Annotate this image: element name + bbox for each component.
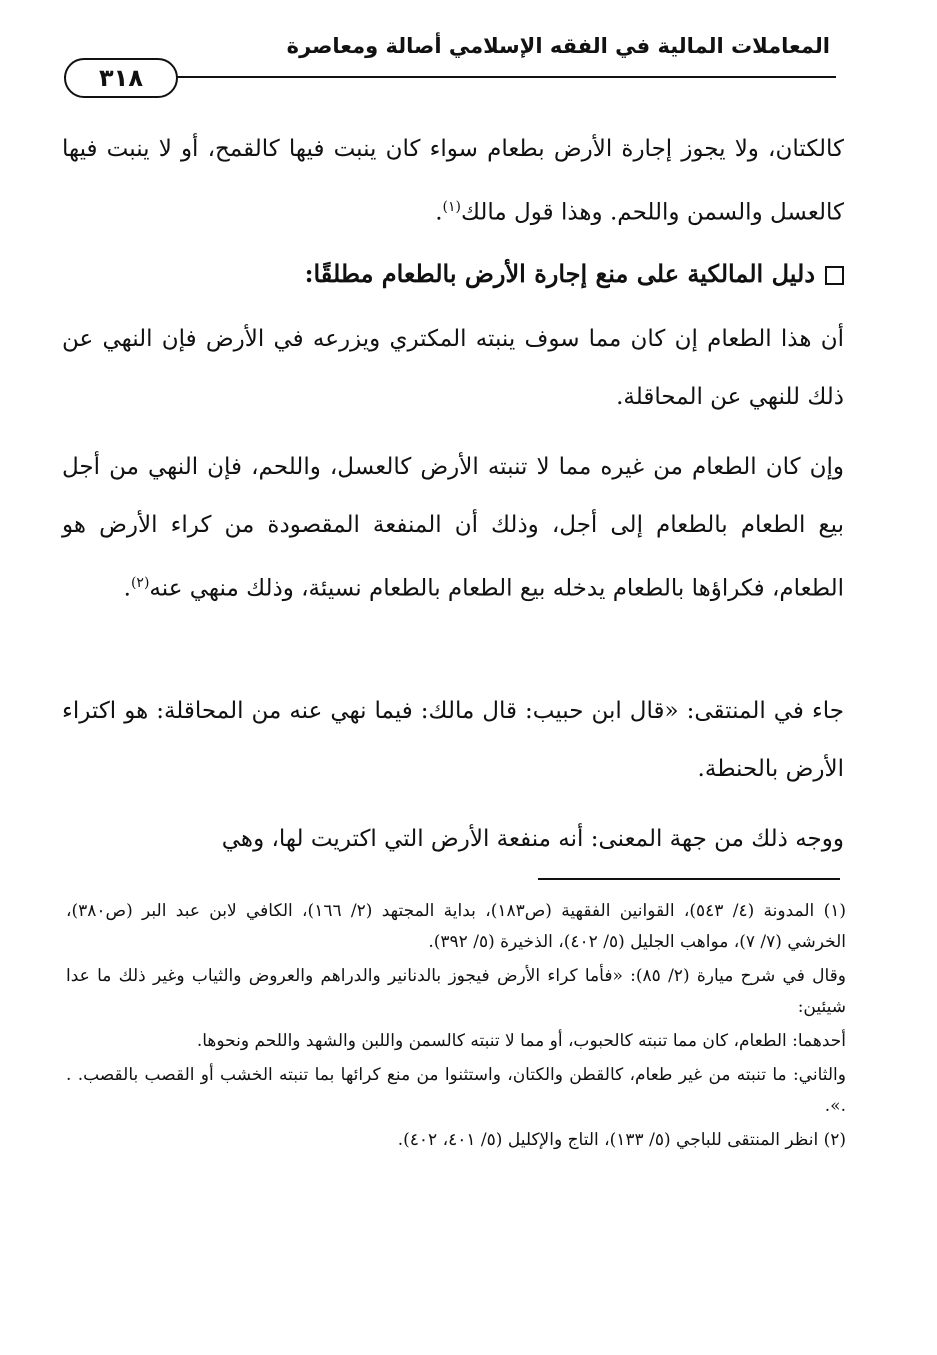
paragraph-3	[62, 438, 844, 618]
footnote-2	[66, 1125, 846, 1156]
footnote-1-first-item: أحدهما: الطعام، كان مما تنبته كالحبوب، أو مما لا تنبته كالسمن واللبن والشهد واللحم ونحوها.	[196, 1031, 846, 1051]
footnote-ref-2: (٢)	[130, 575, 150, 591]
paragraph-4	[62, 682, 844, 798]
paragraph-2	[62, 310, 844, 426]
footnote-separator	[538, 878, 840, 880]
footnote-ref-1: (١)	[442, 199, 462, 215]
footnote-1-number: (١)	[823, 901, 847, 921]
footnotes	[66, 896, 846, 1156]
running-header-title: المعاملات المالية في الفقه الإسلامي أصالة ومعاصرة	[286, 34, 830, 58]
section-heading	[62, 250, 844, 298]
paragraph-5	[62, 810, 844, 868]
paragraph-4-text: جاء في المنتقى: «قال ابن حبيب: قال مالك: فيما نهي عنه من المحاقلة: هو اكتراء الأرض بالحنطة.	[62, 698, 844, 782]
paragraph-3-text: وإن كان الطعام من غيره مما لا تنبته الأرض كالعسل، واللحم، فإن النهي من أجل بيع الطعام بالطعام إلى أجل، وذلك أن المنفعة المقصودة من كراء الأرض هو الطعام، فكراؤها بالطعام يدخله بيع الطعام بالطعام نسيئة، وذلك منهي عنه	[62, 454, 844, 602]
section-heading-text: دليل المالكية على منع إجارة الأرض بالطعام مطلقًا:	[304, 259, 815, 288]
header-rule	[64, 76, 836, 78]
footnote-1-continued: وقال في شرح ميارة (٢/ ٨٥): «فأما كراء الأرض فيجوز بالدنانير والدراهم والعروض والثياب وغير ذلك ما عدا شيئين:	[66, 966, 846, 1017]
footnote-1-text: المدونة (٤/ ٥٤٣)، القوانين الفقهية (ص١٨٣)، بداية المجتهد (٢/ ١٦٦)، الكافي لابن عبد البر (ص٣٨٠)، الخرشي (٧/ ٧)، مواهب الجليل (٥/ ٤٠٢)، الذخيرة (٥/ ٣٩٢).	[66, 901, 846, 952]
paragraph-2-text: أن هذا الطعام إن كان مما سوف ينبته المكتري ويزرعه في الأرض فإن النهي عن ذلك للنهي عن المحاقلة.	[62, 326, 844, 410]
square-bullet-icon	[825, 266, 844, 285]
page-number: ٣١٨	[64, 58, 178, 98]
footnote-1-second-item: والثاني: ما تنبته من غير طعام، كالقطن والكتان، واستثنوا من منع كرائها بما تنبته الخشب أو القصب بالقصب. . .».	[66, 1065, 846, 1116]
footnote-1	[66, 896, 846, 958]
footnote-2-number: (٢)	[823, 1130, 846, 1150]
paragraph-1-text: كالكتان، ولا يجوز إجارة الأرض بطعام سواء كان ينبت فيها كالقمح، أو لا ينبت فيها كالعسل والسمن واللحم. وهذا قول مالك	[62, 136, 844, 226]
footnote-2-text: انظر المنتقى للباجي (٥/ ١٣٣)، التاج والإكليل (٥/ ٤٠١، ٤٠٢).	[397, 1130, 819, 1150]
paragraph-1	[62, 120, 844, 242]
paragraph-3-end: .	[123, 575, 131, 602]
paragraph-1-end: .	[435, 199, 443, 226]
paragraph-5-text: ووجه ذلك من جهة المعنى: أنه منفعة الأرض التي اكتريت لها، وهي	[221, 826, 844, 852]
